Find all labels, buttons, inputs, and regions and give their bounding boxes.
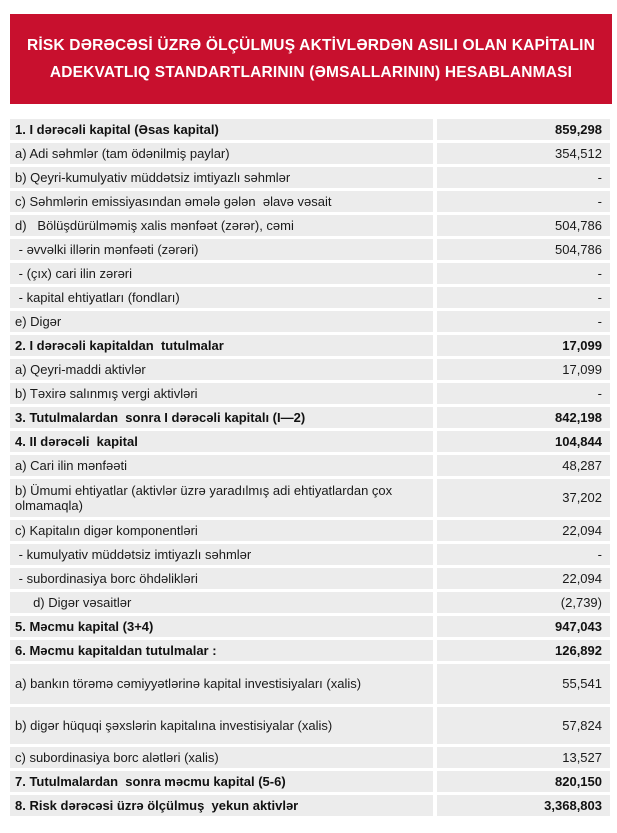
table-row — [10, 544, 610, 565]
table-row — [10, 311, 610, 332]
table-row — [10, 287, 610, 308]
table-row — [10, 795, 610, 816]
row-value: 504,786 — [437, 239, 610, 260]
row-value: 354,512 — [437, 143, 610, 164]
row-value: 57,824 — [437, 707, 610, 744]
row-value: 504,786 — [437, 215, 610, 236]
row-label: e) Digər — [10, 311, 433, 332]
table-row — [10, 520, 610, 541]
row-value: 55,541 — [437, 664, 610, 704]
row-label: a) bankın törəmə cəmiyyətlərinə kapital investisiyaları (xalis) — [10, 664, 433, 704]
row-label: d) Bölüşdürülməmiş xalis mənfəət (zərər), cəmi — [10, 215, 433, 236]
row-value: 947,043 — [437, 616, 610, 637]
table-row — [10, 592, 610, 613]
row-label: - əvvəlki illərin mənfəəti (zərəri) — [10, 239, 433, 260]
row-value: 22,094 — [437, 520, 610, 541]
table-row — [10, 119, 610, 140]
row-label: b) Ümumi ehtiyatlar (aktivlər üzrə yaradılmış adi ehtiyatlardan çox olmamaqla) — [10, 479, 433, 517]
table-row — [10, 383, 610, 404]
row-label: b) Təxirə salınmış vergi aktivləri — [10, 383, 433, 404]
row-label: - kapital ehtiyatları (fondları) — [10, 287, 433, 308]
row-value: 3,368,803 — [437, 795, 610, 816]
table-row — [10, 479, 610, 517]
row-value: - — [437, 167, 610, 188]
row-label: - subordinasiya borc öhdəlikləri — [10, 568, 433, 589]
table-row — [10, 640, 610, 661]
row-label: 7. Tutulmalardan sonra məcmu kapital (5-6) — [10, 771, 433, 792]
table-row — [10, 664, 610, 704]
row-value: - — [437, 311, 610, 332]
table-row — [10, 616, 610, 637]
row-label: 4. II dərəcəli kapital — [10, 431, 433, 452]
table-row — [10, 167, 610, 188]
table-row — [10, 707, 610, 744]
table-row — [10, 747, 610, 768]
row-value: 22,094 — [437, 568, 610, 589]
row-value: 13,527 — [437, 747, 610, 768]
row-value: 126,892 — [437, 640, 610, 661]
row-label: 8. Risk dərəcəsi üzrə ölçülmuş yekun aktivlər — [10, 795, 433, 816]
row-label: c) subordinasiya borc alətləri (xalis) — [10, 747, 433, 768]
row-value: 17,099 — [437, 335, 610, 356]
table-row — [10, 335, 610, 356]
row-label: 6. Məcmu kapitaldan tutulmalar : — [10, 640, 433, 661]
row-label: b) digər hüquqi şəxslərin kapitalına investisiyalar (xalis) — [10, 707, 433, 744]
table-row — [10, 407, 610, 428]
row-label: a) Cari ilin mənfəəti — [10, 455, 433, 476]
report-title-line1: RİSK DƏRƏCƏSİ ÜZRƏ ÖLÇÜLMUŞ AKTİVLƏRDƏN ASILI OLAN KAPİTALIN — [26, 37, 596, 54]
row-label: 3. Tutulmalardan sonra I dərəcəli kapitalı (I—2) — [10, 407, 433, 428]
row-value: 104,844 — [437, 431, 610, 452]
table-row — [10, 239, 610, 260]
table-row — [10, 143, 610, 164]
row-value: - — [437, 191, 610, 212]
row-label: - kumulyativ müddətsiz imtiyazlı səhmlər — [10, 544, 433, 565]
row-label: 2. I dərəcəli kapitaldan tutulmalar — [10, 335, 433, 356]
row-label: d) Digər vəsaitlər — [10, 592, 433, 613]
table-row — [10, 568, 610, 589]
row-value: 17,099 — [437, 359, 610, 380]
row-label: b) Qeyri-kumulyativ müddətsiz imtiyazlı səhmlər — [10, 167, 433, 188]
table-row — [10, 431, 610, 452]
row-value: 842,198 — [437, 407, 610, 428]
table-row — [10, 263, 610, 284]
row-value: 859,298 — [437, 119, 610, 140]
row-label: - (çıx) cari ilin zərəri — [10, 263, 433, 284]
row-value: 37,202 — [437, 479, 610, 517]
row-label: a) Qeyri-maddi aktivlər — [10, 359, 433, 380]
report-title-banner — [10, 14, 612, 104]
table-row — [10, 215, 610, 236]
row-value: - — [437, 287, 610, 308]
row-label: c) Səhmlərin emissiyasından əmələ gələn əlavə vəsait — [10, 191, 433, 212]
table-row — [10, 771, 610, 792]
table-row — [10, 359, 610, 380]
table-row — [10, 191, 610, 212]
row-label: c) Kapitalın digər komponentləri — [10, 520, 433, 541]
row-value: - — [437, 544, 610, 565]
row-value: (2,739) — [437, 592, 610, 613]
row-value: - — [437, 383, 610, 404]
capital-adequacy-table — [10, 119, 610, 819]
row-value: 48,287 — [437, 455, 610, 476]
table-row — [10, 455, 610, 476]
row-label: 5. Məcmu kapital (3+4) — [10, 616, 433, 637]
row-value: - — [437, 263, 610, 284]
row-value: 820,150 — [437, 771, 610, 792]
row-label: a) Adi səhmlər (tam ödənilmiş paylar) — [10, 143, 433, 164]
report-title-line2: ADEKVATLIQ STANDARTLARININ (ƏMSALLARININ) HESABLANMASI — [49, 64, 573, 81]
row-label: 1. I dərəcəli kapital (Əsas kapital) — [10, 119, 433, 140]
